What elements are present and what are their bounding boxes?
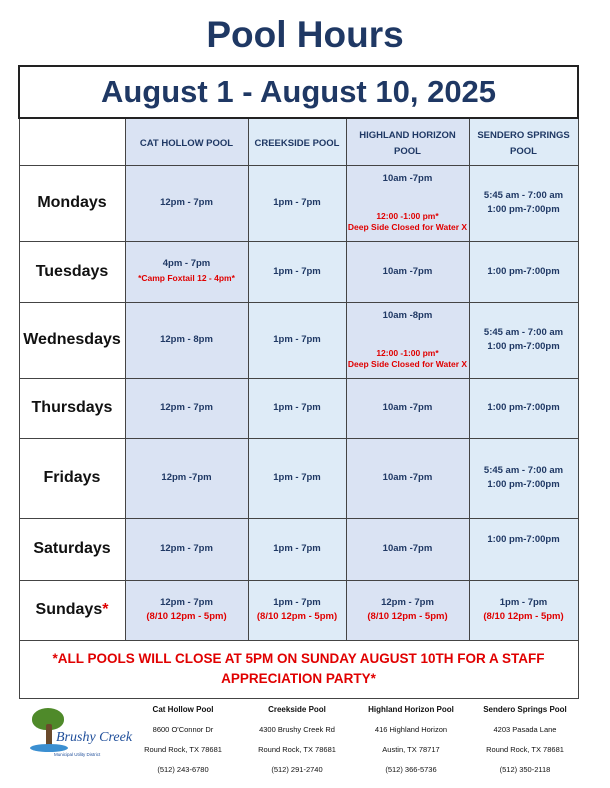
cell-creekside: 1pm - 7pm bbox=[248, 438, 346, 518]
cell-cat-hollow: 12pm - 8pm bbox=[125, 302, 248, 378]
day-label: Mondays bbox=[19, 165, 125, 241]
address-line-1: 4300 Brushy Creek Rd bbox=[259, 725, 335, 734]
cell-sendero-springs: 1:00 pm-7:00pm bbox=[469, 378, 578, 438]
notice-line-2: APPRECIATION PARTY* bbox=[221, 671, 376, 686]
header-row bbox=[19, 118, 578, 165]
pool-name: Cat Hollow Pool bbox=[152, 705, 214, 714]
hours-text: 1:00 pm-7:00pm bbox=[487, 479, 560, 490]
logo-subtitle: Municipal Utility District bbox=[54, 752, 101, 757]
cell-highland-horizon: 10am -7pm bbox=[346, 378, 469, 438]
cell-cat-hollow bbox=[125, 241, 248, 302]
cell-cat-hollow: 12pm - 7pm bbox=[125, 518, 248, 580]
cell-highland-horizon bbox=[346, 165, 469, 241]
special-hours-note: (8/10 12pm - 5pm) bbox=[483, 611, 564, 622]
hours-text: 5:45 am - 7:00 am bbox=[483, 465, 564, 476]
day-label: Thursdays bbox=[19, 378, 125, 438]
hours-text: 5:45 am - 7:00 am bbox=[483, 190, 564, 201]
row-tuesdays bbox=[19, 241, 578, 302]
pool-name: Highland Horizon Pool bbox=[368, 705, 454, 714]
row-fridays bbox=[19, 438, 578, 518]
hours-text: 10am -7pm bbox=[382, 172, 433, 184]
cell-creekside: 1pm - 7pm bbox=[248, 378, 346, 438]
hours-text: 1:00 pm-7:00pm bbox=[487, 341, 560, 352]
closure-notice bbox=[19, 640, 578, 698]
row-saturdays bbox=[19, 518, 578, 580]
date-range: August 1 - August 10, 2025 bbox=[19, 66, 578, 118]
cell-creekside: 1pm - 7pm bbox=[248, 302, 346, 378]
cell-cat-hollow: 12pm - 7pm bbox=[125, 165, 248, 241]
address-line-1: 4203 Pasada Lane bbox=[493, 725, 557, 734]
address-line-2: Round Rock, TX 78681 bbox=[258, 745, 336, 754]
special-hours-note: (8/10 12pm - 5pm) bbox=[367, 611, 448, 622]
closure-reason: Deep Side Closed for Water X bbox=[347, 358, 468, 369]
address-line-1: 8600 O'Connor Dr bbox=[152, 725, 214, 734]
hours-text: 10am -8pm bbox=[382, 309, 433, 321]
closure-note bbox=[347, 211, 469, 233]
pool-name: Sendero Springs Pool bbox=[483, 705, 567, 714]
cell-highland-horizon: 10am -7pm bbox=[346, 241, 469, 302]
address-line-2: Round Rock, TX 78681 bbox=[144, 745, 222, 754]
cell-sendero-springs bbox=[469, 518, 578, 580]
row-mondays bbox=[19, 165, 578, 241]
hours-text: 12pm - 7pm bbox=[381, 597, 434, 608]
phone: (512) 366-5736 bbox=[385, 765, 437, 774]
notice-line-1: *ALL POOLS WILL CLOSE AT 5PM ON SUNDAY AUGUST 10TH FOR A STAFF bbox=[52, 651, 545, 666]
hours-text: 4pm - 7pm bbox=[162, 258, 211, 269]
cell-highland-horizon: 10am -7pm bbox=[346, 438, 469, 518]
closure-time: 12:00 -1:00 pm* bbox=[376, 210, 439, 221]
cell-creekside: 1pm - 7pm bbox=[248, 241, 346, 302]
day-label: Wednesdays bbox=[19, 302, 125, 378]
footer-highland-horizon bbox=[356, 700, 466, 780]
day-label-cell bbox=[19, 580, 125, 640]
header-label-line2: POOL bbox=[510, 145, 537, 157]
footer-creekside bbox=[242, 700, 352, 780]
header-sendero-springs bbox=[469, 118, 578, 165]
row-sundays bbox=[19, 580, 578, 640]
cell-creekside bbox=[248, 580, 346, 640]
camp-note: *Camp Foxtail 12 - 4pm* bbox=[138, 273, 235, 283]
cell-creekside: 1pm - 7pm bbox=[248, 165, 346, 241]
cell-cat-hollow: 12pm -7pm bbox=[125, 438, 248, 518]
cell-sendero-springs bbox=[469, 165, 578, 241]
special-hours-note: (8/10 12pm - 5pm) bbox=[256, 611, 338, 622]
hours-text: 12pm - 7pm bbox=[160, 597, 213, 608]
hours-text: 1:00 pm-7:00pm bbox=[487, 533, 560, 545]
cell-cat-hollow: 12pm - 7pm bbox=[125, 378, 248, 438]
closure-note bbox=[347, 348, 469, 370]
row-thursdays bbox=[19, 378, 578, 438]
asterisk: * bbox=[102, 601, 109, 618]
notice-row bbox=[19, 640, 578, 698]
page-title: Pool Hours bbox=[206, 14, 404, 55]
day-label: Fridays bbox=[19, 438, 125, 518]
header-cat-hollow bbox=[125, 118, 248, 165]
address-line-2: Round Rock, TX 78681 bbox=[486, 745, 564, 754]
header-label: HIGHLAND HORIZON bbox=[359, 129, 456, 141]
hours-text: 5:45 am - 7:00 am bbox=[483, 327, 564, 338]
header-label-line2: POOL bbox=[394, 145, 421, 157]
pool-name: Creekside Pool bbox=[268, 705, 326, 714]
address-line-2: Austin, TX 78717 bbox=[382, 745, 440, 754]
date-range-row bbox=[19, 66, 578, 118]
corner-cell bbox=[19, 118, 125, 165]
cell-highland-horizon: 10am -7pm bbox=[346, 518, 469, 580]
footer-sendero-springs bbox=[470, 700, 580, 780]
cell-cat-hollow bbox=[125, 580, 248, 640]
header-creekside bbox=[248, 118, 346, 165]
phone: (512) 350-2118 bbox=[499, 765, 551, 774]
cell-highland-horizon bbox=[346, 302, 469, 378]
day-label: Saturdays bbox=[19, 518, 125, 580]
hours-text: 1:00 pm-7:00pm bbox=[487, 204, 560, 215]
header-highland-horizon bbox=[346, 118, 469, 165]
address-line-1: 416 Highland Horizon bbox=[374, 725, 448, 734]
day-label: Tuesdays bbox=[19, 241, 125, 302]
header-label: CAT HOLLOW POOL bbox=[139, 137, 234, 149]
footer-cat-hollow bbox=[128, 700, 238, 780]
brushy-creek-logo bbox=[26, 704, 136, 762]
cell-sendero-springs bbox=[469, 580, 578, 640]
day-label: Sundays bbox=[35, 601, 103, 618]
cell-sendero-springs: 1:00 pm-7:00pm bbox=[469, 241, 578, 302]
pool-hours-table bbox=[18, 65, 579, 699]
cell-highland-horizon bbox=[346, 580, 469, 640]
special-hours-note: (8/10 12pm - 5pm) bbox=[146, 611, 227, 622]
cell-sendero-springs bbox=[469, 302, 578, 378]
cell-sendero-springs bbox=[469, 438, 578, 518]
cell-creekside: 1pm - 7pm bbox=[248, 518, 346, 580]
header-label: CREEKSIDE POOL bbox=[254, 137, 340, 149]
phone: (512) 291-2740 bbox=[271, 765, 323, 774]
row-wednesdays bbox=[19, 302, 578, 378]
logo-name: Brushy Creek bbox=[56, 730, 133, 745]
phone: (512) 243-6780 bbox=[157, 765, 209, 774]
header-label: SENDERO SPRINGS bbox=[477, 129, 570, 141]
footer bbox=[18, 696, 588, 776]
hours-text: 1pm - 7pm bbox=[499, 597, 548, 608]
hours-text: 1pm - 7pm bbox=[273, 597, 321, 608]
closure-time: 12:00 -1:00 pm* bbox=[376, 347, 439, 358]
closure-reason: Deep Side Closed for Water X bbox=[347, 221, 468, 232]
